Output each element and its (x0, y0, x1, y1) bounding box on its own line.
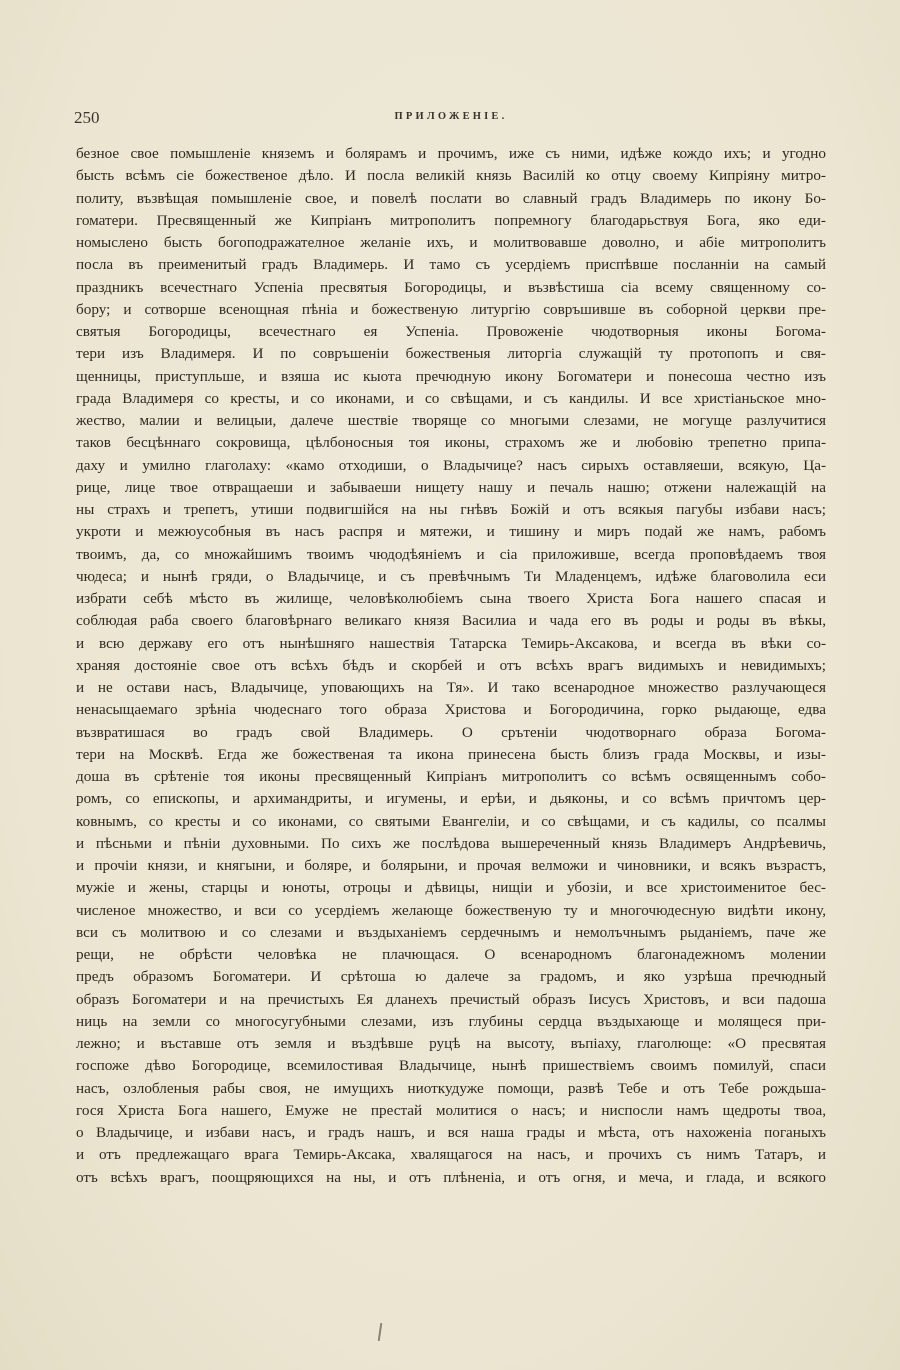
text-line: ненасыщаемаго зрѣніа чюдеснаго того образа Христова и Богородичина, горко рыдающе, едва (76, 701, 826, 719)
text-line: ны страхъ и трепетъ, утиши подвигшійся на ны гнѣвъ Божій и отъ всякыя пагубы избави насъ; (76, 501, 826, 518)
text-line: града Владимеря со кресты, и со иконами, и со свѣщами, и съ кандилы. И все христіаньское мно- (76, 389, 826, 407)
text-line: и отъ предлежащаго врага Темирь-Аксака, хвалящагося на насъ, и прочихъ съ нимъ Татаръ, и (76, 1146, 826, 1164)
text-line: щенницы, приступльше, и взяша ис кыота пречюдную икону Богоматери и понесоша честно изъ (76, 367, 826, 385)
text-line: соблюдая раба своего благовѣрнаго великаго князя Василиа и чада его въ роды и роды въ вѣкы, (76, 612, 826, 630)
text-line: гоматери. Пресвященный же Кипріанъ митрополитъ попремногу благодарьствуя Бога, яко еди- (76, 211, 826, 229)
text-line: численое множество, и вси со усердіемъ желающе божественую ту и многочюдесную видѣти икону, (76, 901, 826, 919)
text-line: святыя Богородицы, всечестнаго ея Успеніа. Провоженіе чюдотворныя иконы Богома- (76, 323, 826, 340)
text-line: рице, лице твое отвращаеши и забываеши нищету нашу и печаль нашю; отжени належащій на (76, 478, 826, 496)
text-line: номыслено бысть богоподражателное желаніе ихъ, и молитвовавше доволно, и абіе митрополитъ (76, 234, 826, 251)
text-line: гося Христа Бога нашего, Емуже не престай молитися о насъ; и ниспосли намъ щедроты твоа, (76, 1101, 826, 1119)
text-line: и прочіи князи, и княгыни, и боляре, и болярыни, и прочая велможи и чиновники, и всякъ възрастъ, (76, 857, 826, 874)
text-line: укроти и межюусобныя въ насъ распря и мятежи, и тишину и миръ подай же намъ, рабомъ (76, 523, 826, 541)
text-line: вси съ молитвою и со слезами и въздыханіемъ сердечнымъ и немолъчнымъ рыданіемъ, паче же (76, 923, 826, 941)
body-text (76, 143, 826, 1189)
text-line: възвратишася во градъ свой Владимерь. О срътеніи чюдотворнаго образа Богома- (76, 723, 826, 741)
margin-mark (378, 1323, 382, 1341)
text-line: избрати себѣ мѣсто въ жилище, человѣколюбіемъ сына твоего Христа Бога нашего спасая и (76, 590, 826, 607)
text-line: даху и умилно глаголаху: «камо отходиши, о Владычице? насъ сирыхъ оставляеши, всякую, Ца- (76, 456, 826, 474)
text-line: доша въ срѣтеніе тоя иконы пресвященный Кипріанъ митрополитъ со всѣмъ освященнымъ собо- (76, 768, 826, 785)
text-line: ковнымъ, со кресты и со иконами, со святыми Евангеліи, и со свѣщами, и съ кадилы, со псалмы (76, 812, 826, 830)
text-line: политу, възвѣщая помышленіе свое, и повелѣ послати во славный градъ Владимерь по икону Бо- (76, 189, 826, 207)
text-line: чюдеса; и нынѣ гряди, о Владычице, и съ превѣчнымъ Ти Младенцемъ, идѣже благоволила еси (76, 567, 826, 585)
text-line: тери изъ Владимеря. И по совръшеніи божественыя литоргіа служащій ту протопопъ и свя- (76, 345, 826, 363)
text-line: посла въ преименитый градъ Владимерь. И тамо съ усердіемъ приспѣвше посланніи на самый (76, 256, 826, 274)
text-line: бору; и сотворше всенощная пѣніа и божественую литургію совръшивше въ соборной церкви пре- (76, 300, 826, 318)
text-line: и пѣсньми и пѣніи духовными. По сихъ же послѣдова вышереченный князь Владимеръ Андрѣевичь, (76, 834, 826, 852)
text-line: рещи, не обрѣсти человѣка не плачющася. О всенародномъ благонадежномъ молении (76, 946, 826, 963)
text-line: твоимъ, да, со множайшимъ твоимъ чюдодѣяніемъ и сіа приложивше, всегда проповѣдаемъ твоя (76, 545, 826, 563)
running-title: ПРИЛОЖЕНІЕ. (394, 111, 508, 122)
text-line: безное свое помышленіе княземъ и болярамъ и прочимъ, иже съ ними, идѣже кождо ихъ; и угодно (76, 145, 826, 162)
text-line: о Владычице, и избави насъ, и градъ нашъ, и вся наша грады и мѣста, отъ нахоженіа поганыхъ (76, 1124, 826, 1141)
text-line: ниць на земли со многосугубными слезами, изъ глубины сердца въздыхающе и молящеся при- (76, 1012, 826, 1030)
text-line: жество, малии и велицыи, далече шествіе творяще со многыми слезами, не могуще разлучитися (76, 412, 826, 429)
text-line: лежно; и въставше отъ земля и въздѣвше руцѣ на высоту, въпіаху, глаголюще: «О пресвятая (76, 1035, 826, 1052)
page-header (74, 108, 828, 128)
text-line: госпоже дѣво Богородице, всемилостивая Владычице, нынѣ пришествіемъ своимъ помилуй, спаси (76, 1057, 826, 1075)
text-line: бысть всѣмъ сіе божественое дѣло. И посла великій князь Василій ко отцу своему Кипріяну митро- (76, 167, 826, 185)
text-line: праздникъ всечестнаго Успеніа пресвятыя Богородицы, и възвѣстиша сіа всему священному со- (76, 278, 826, 296)
text-line: и всю державу его отъ нынѣшняго нашествія Татарска Темирь-Аксакова, и всегда въ вѣки со- (76, 634, 826, 652)
text-line: предъ образомъ Богоматери. И срѣтоша ю далече за градомъ, и яко узрѣша пречюдный (76, 968, 826, 986)
text-line: тери на Москвѣ. Егда же божественая та икона принесена бысть близъ града Москвы, и изы- (76, 745, 826, 763)
text-line: ромъ, со епископы, и архимандриты, и игумены, и ерѣи, и дьяконы, и со всѣмъ причтомъ цер- (76, 790, 826, 808)
text-line: храняя достояніе свое отъ всѣхъ бѣдъ и скорбей и отъ всѣхъ врагъ видимыхъ и невидимыхъ; (76, 656, 826, 674)
text-line: отъ всѣхъ врагъ, поощряющихся на ны, и отъ плѣненіа, и отъ огня, и меча, и глада, и всякого (76, 1168, 826, 1186)
page-number: 250 (74, 108, 100, 127)
text-line: и не остави насъ, Владычице, уповающихъ на Тя». И тако всенародное множество разлучающеся (76, 679, 826, 696)
text-line: таков бесцѣннаго сокровища, цѣлбоносныя тоя иконы, страхомъ же и любовію трепетно припа- (76, 434, 826, 452)
text-line: мужіе и жены, старцы и юноты, отроцы и дѣвицы, нищіи и убозіи, и все христоименитое бес- (76, 879, 826, 897)
text-line: насъ, озлобленыя рабы своя, не имущихъ ниоткудуже помощи, развѣ Тебе и отъ Тебе рождьша- (76, 1079, 826, 1097)
text-line: образъ Богоматери и на пречистыхъ Ея дланехъ пречистый образъ Іисусъ Христовъ, и вси падоша (76, 990, 826, 1008)
